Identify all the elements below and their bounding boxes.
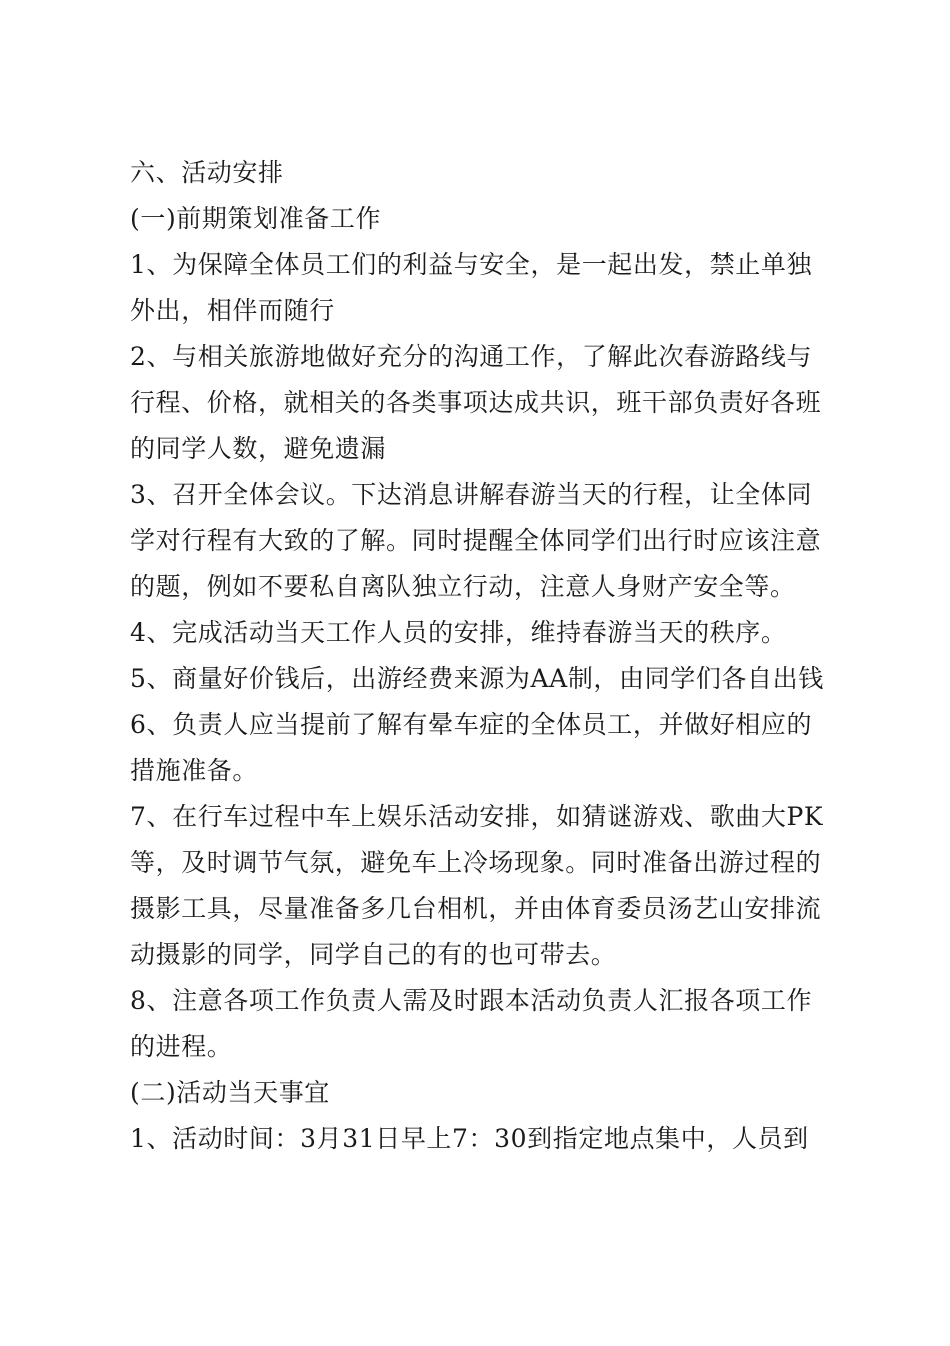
paragraph-line: 学对行程有大致的了解。同时提醒全体同学们出行时应该注意 (130, 526, 822, 555)
subsection-heading: (一)前期策划准备工作 (130, 204, 382, 233)
paragraph-line: 的题，例如不要私自离队独立行动，注意人身财产安全等。 (130, 572, 796, 601)
paragraph-line: 6、负责人应当提前了解有晕车症的全体员工，并做好相应的 (130, 710, 813, 739)
paragraph-line: 1、为保障全体员工们的利益与安全，是一起出发，禁止单独 (130, 250, 813, 279)
paragraph-line: 8、注意各项工作负责人需及时跟本活动负责人汇报各项工作 (130, 986, 813, 1015)
paragraph-line: 7、在行车过程中车上娱乐活动安排，如猜谜游戏、歌曲大PK (130, 802, 824, 831)
section-heading: 六、活动安排 (130, 158, 284, 187)
paragraph-line: 2、与相关旅游地做好充分的沟通工作，了解此次春游路线与 (130, 342, 813, 371)
paragraph-line: 行程、价格，就相关的各类事项达成共识，班干部负责好各班 (130, 388, 822, 417)
paragraph-line: 的同学人数，避免遗漏 (130, 434, 387, 463)
paragraph-line: 1、活动时间：3月31日早上7：30到指定地点集中，人员到 (130, 1124, 809, 1153)
paragraph-line: 的进程。 (130, 1032, 233, 1061)
paragraph-line: 5、商量好价钱后，出游经费来源为AA制，由同学们各自出钱 (130, 664, 824, 693)
paragraph-line: 等，及时调节气氛，避免车上冷场现象。同时准备出游过程的 (130, 848, 822, 877)
paragraph-line: 3、召开全体会议。下达消息讲解春游当天的行程，让全体同 (130, 480, 813, 509)
paragraph-line: 措施准备。 (130, 756, 259, 785)
subsection-heading: (二)活动当天事宜 (130, 1078, 330, 1107)
paragraph-line: 4、完成活动当天工作人员的安排，维持春游当天的秩序。 (130, 618, 787, 647)
paragraph-line: 外出，相伴而随行 (130, 296, 335, 325)
paragraph-line: 摄影工具，尽量准备多几台相机，并由体育委员汤艺山安排流 (130, 894, 822, 923)
document-body (130, 150, 830, 1162)
paragraph-line: 动摄影的同学，同学自己的有的也可带去。 (130, 940, 617, 969)
